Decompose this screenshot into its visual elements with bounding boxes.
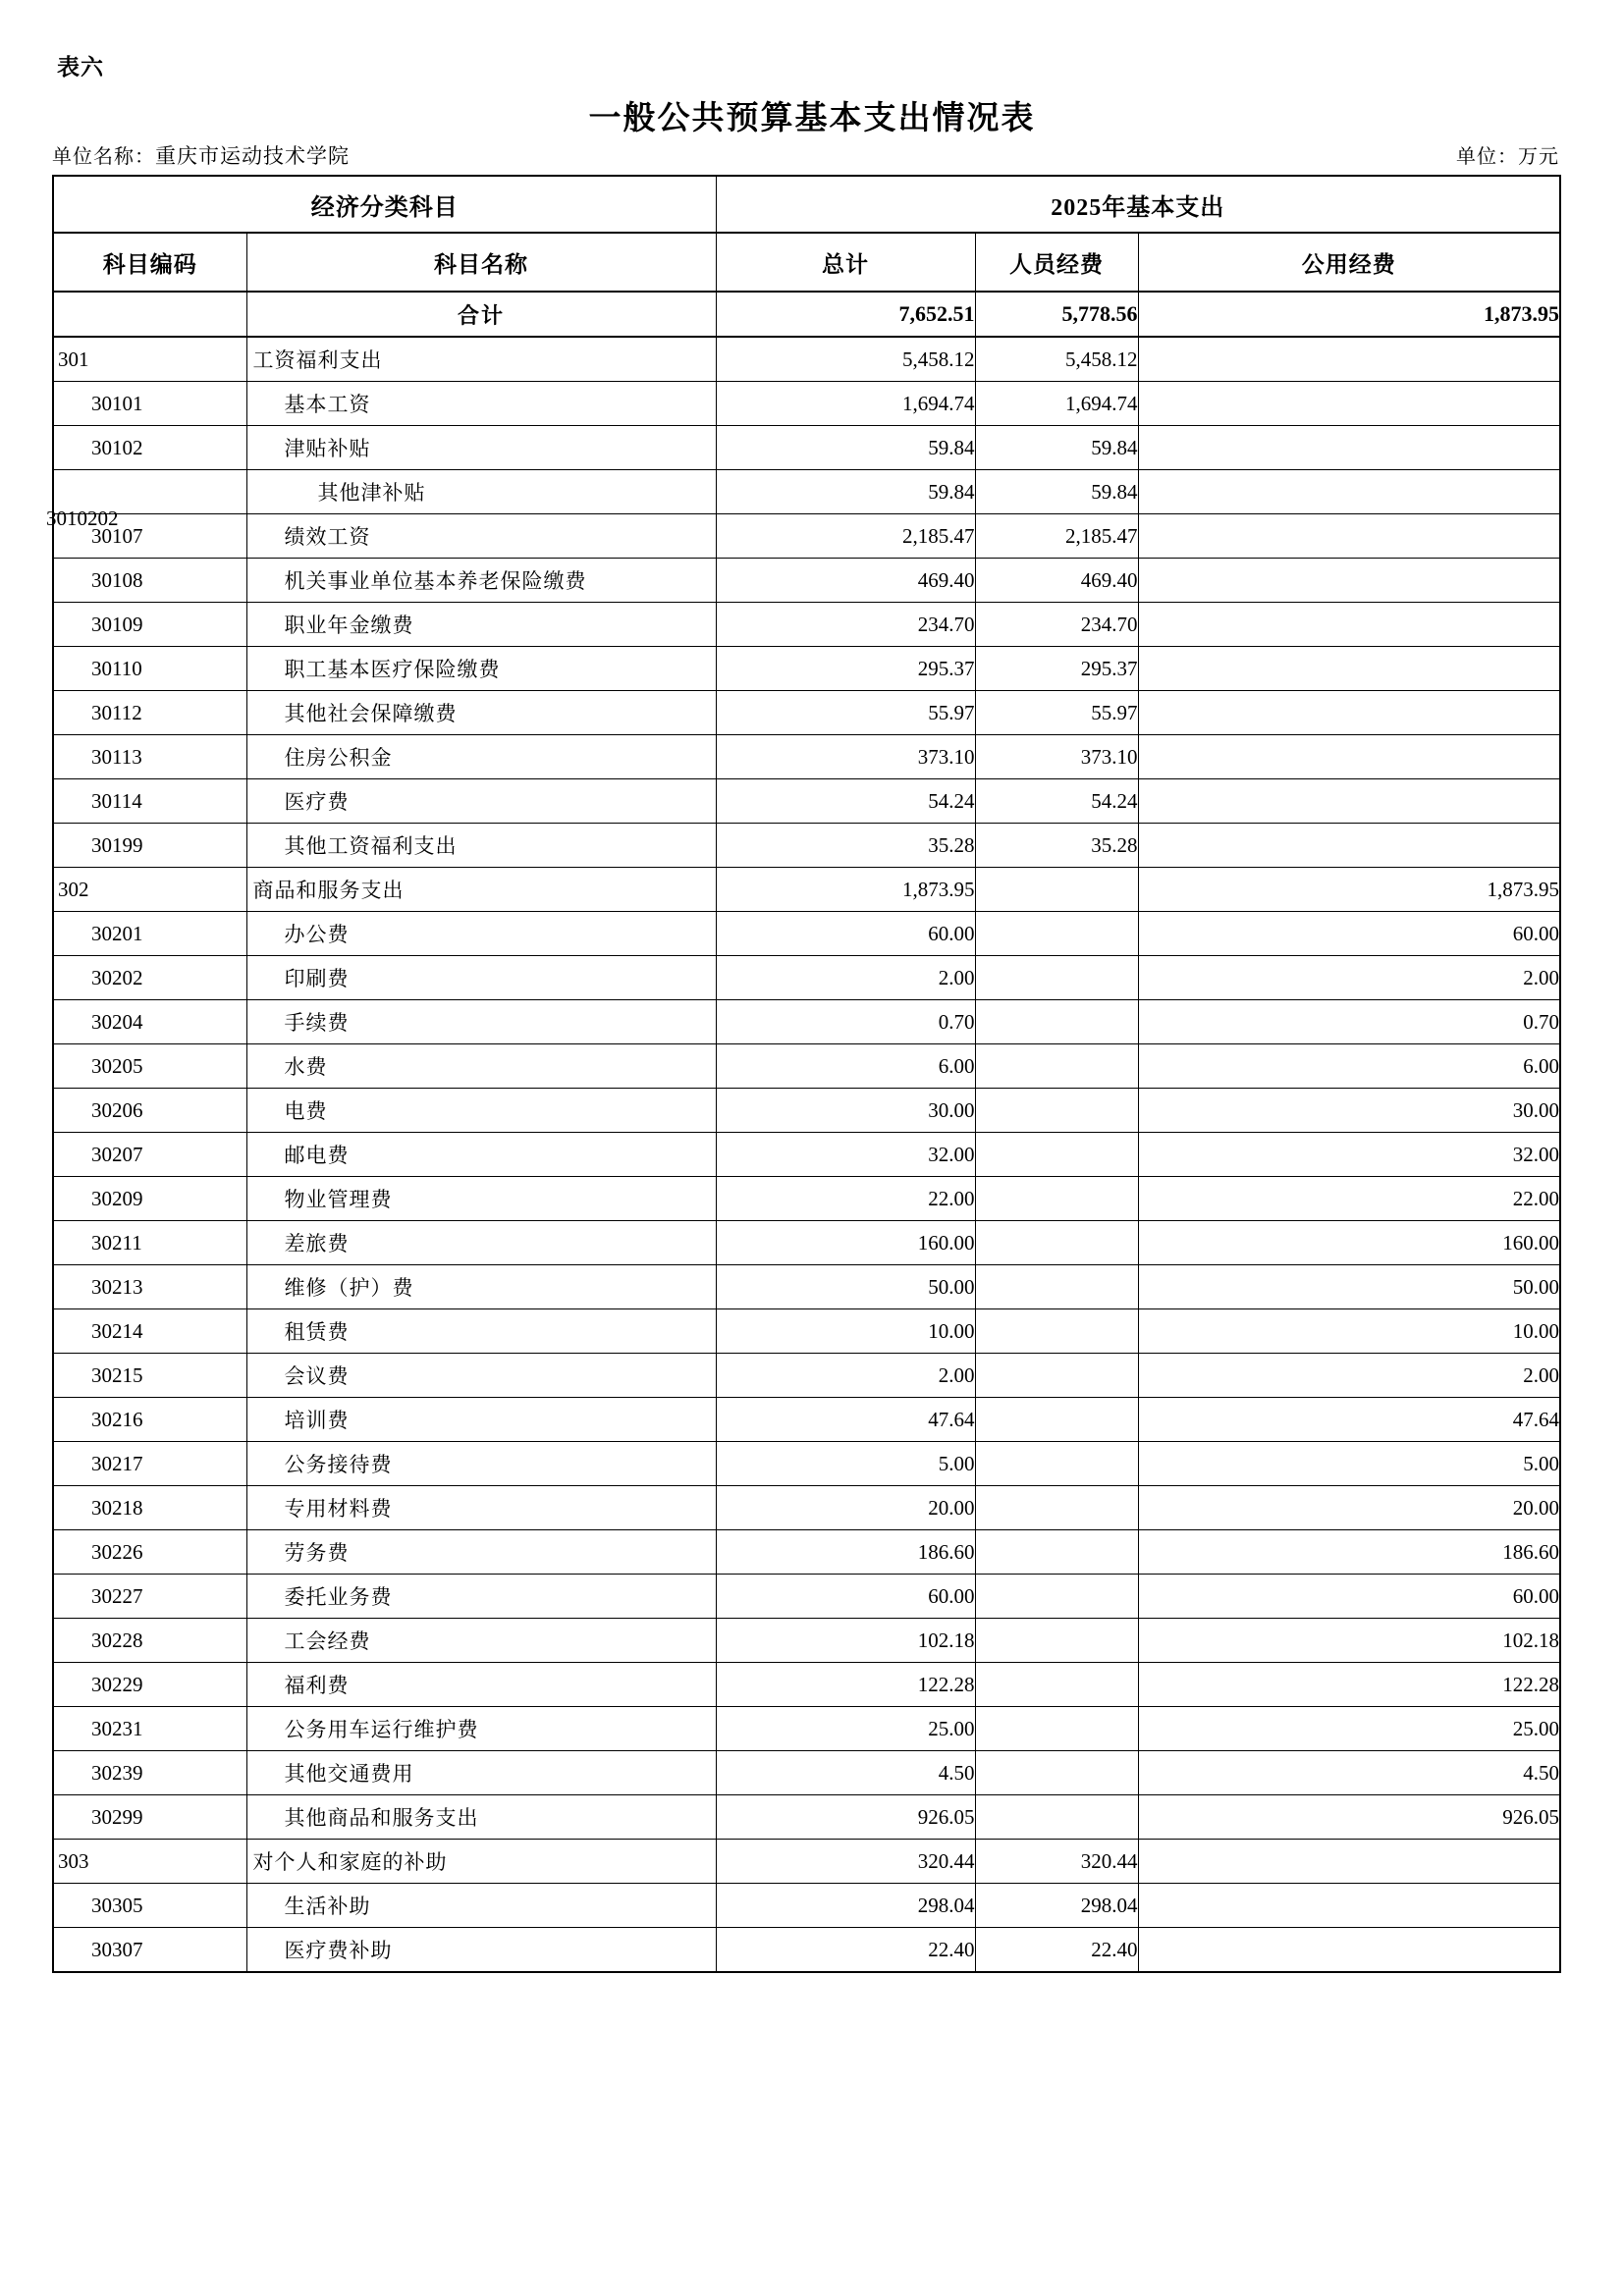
- row-total: 234.70: [716, 603, 975, 647]
- row-code: 30209: [53, 1177, 246, 1221]
- row-personnel: [975, 912, 1138, 956]
- row-public: [1138, 1840, 1560, 1884]
- table-row: [53, 1221, 1560, 1265]
- row-personnel: [975, 1000, 1138, 1044]
- row-personnel: 320.44: [975, 1840, 1138, 1884]
- row-name: 津贴补贴: [246, 426, 716, 470]
- row-code: 30101: [53, 382, 246, 426]
- row-code: 30231: [53, 1707, 246, 1751]
- row-public: 4.50: [1138, 1751, 1560, 1795]
- row-name: 手续费: [246, 1000, 716, 1044]
- row-total: 926.05: [716, 1795, 975, 1840]
- table-header-column-row: [53, 233, 1560, 292]
- table-row: [53, 912, 1560, 956]
- row-personnel: [975, 1707, 1138, 1751]
- row-personnel: 55.97: [975, 691, 1138, 735]
- row-name: 印刷费: [246, 956, 716, 1000]
- row-personnel: 469.40: [975, 559, 1138, 603]
- row-total: 10.00: [716, 1309, 975, 1354]
- table-row: [53, 1663, 1560, 1707]
- total-row-personnel: 5,778.56: [975, 292, 1138, 337]
- row-personnel: [975, 1575, 1138, 1619]
- row-name: 公务用车运行维护费: [246, 1707, 716, 1751]
- row-total: 22.40: [716, 1928, 975, 1973]
- row-name: 住房公积金: [246, 735, 716, 779]
- unit-name-label: 单位名称：: [52, 146, 155, 168]
- table-row: [53, 1044, 1560, 1089]
- table-row: [53, 1177, 1560, 1221]
- row-personnel: 295.37: [975, 647, 1138, 691]
- row-name: 专用材料费: [246, 1486, 716, 1530]
- row-personnel: [975, 1133, 1138, 1177]
- row-name: 职工基本医疗保险缴费: [246, 647, 716, 691]
- row-public: 30.00: [1138, 1089, 1560, 1133]
- table-body: [46, 292, 1560, 1972]
- row-personnel: [975, 1309, 1138, 1354]
- row-total: 1,873.95: [716, 868, 975, 912]
- row-code: 30228: [53, 1619, 246, 1663]
- table-row: [53, 1751, 1560, 1795]
- table-row: [53, 1575, 1560, 1619]
- row-name: 劳务费: [246, 1530, 716, 1575]
- row-personnel: [975, 1751, 1138, 1795]
- row-code: 30113: [53, 735, 246, 779]
- row-code: 30211: [53, 1221, 246, 1265]
- row-code-text: 3010202: [46, 507, 119, 530]
- row-name: 福利费: [246, 1663, 716, 1707]
- row-total: 60.00: [716, 1575, 975, 1619]
- row-personnel: 1,694.74: [975, 382, 1138, 426]
- table-row: [53, 691, 1560, 735]
- table-row: [53, 1884, 1560, 1928]
- row-public: [1138, 647, 1560, 691]
- column-header-personnel: 人员经费: [975, 233, 1138, 292]
- row-public: 0.70: [1138, 1000, 1560, 1044]
- row-name: 工会经费: [246, 1619, 716, 1663]
- total-row-code: [53, 292, 246, 337]
- row-personnel: [975, 1530, 1138, 1575]
- row-name: 邮电费: [246, 1133, 716, 1177]
- row-code: 30107: [53, 514, 246, 559]
- row-personnel: 22.40: [975, 1928, 1138, 1973]
- table-row: [53, 426, 1560, 470]
- header-economic-classification: 经济分类科目: [53, 176, 716, 233]
- row-public: 60.00: [1138, 912, 1560, 956]
- budget-table-container: [46, 175, 1559, 1973]
- table-row: [53, 956, 1560, 1000]
- table-total-row: [53, 292, 1560, 337]
- row-public: [1138, 1884, 1560, 1928]
- meta-row: [52, 140, 1559, 170]
- row-public: 5.00: [1138, 1442, 1560, 1486]
- row-code: 30215: [53, 1354, 246, 1398]
- row-code: 30229: [53, 1663, 246, 1707]
- table-row: [53, 382, 1560, 426]
- row-total: 25.00: [716, 1707, 975, 1751]
- row-code: 30202: [53, 956, 246, 1000]
- row-public: [1138, 337, 1560, 382]
- row-name: 租赁费: [246, 1309, 716, 1354]
- unit-name-line: [52, 140, 350, 170]
- table-row: [53, 1398, 1560, 1442]
- row-name: 绩效工资: [246, 514, 716, 559]
- row-name: 办公费: [246, 912, 716, 956]
- row-total: 298.04: [716, 1884, 975, 1928]
- row-personnel: [975, 1486, 1138, 1530]
- row-public: [1138, 603, 1560, 647]
- row-code: 30201: [53, 912, 246, 956]
- row-total: 32.00: [716, 1133, 975, 1177]
- row-personnel: [975, 1442, 1138, 1486]
- table-row: [53, 1840, 1560, 1884]
- row-code: 30216: [53, 1398, 246, 1442]
- row-public: 10.00: [1138, 1309, 1560, 1354]
- row-public: 50.00: [1138, 1265, 1560, 1309]
- total-row-total: 7,652.51: [716, 292, 975, 337]
- row-personnel: 234.70: [975, 603, 1138, 647]
- row-public: 22.00: [1138, 1177, 1560, 1221]
- row-total: 320.44: [716, 1840, 975, 1884]
- table-row: [53, 470, 1560, 514]
- table-row: [53, 1089, 1560, 1133]
- table-row: [53, 1354, 1560, 1398]
- row-total: 5.00: [716, 1442, 975, 1486]
- row-code: 30108: [53, 559, 246, 603]
- column-header-name: 科目名称: [246, 233, 716, 292]
- row-public: 25.00: [1138, 1707, 1560, 1751]
- row-personnel: [975, 1619, 1138, 1663]
- table-row: [53, 1530, 1560, 1575]
- row-name: 差旅费: [246, 1221, 716, 1265]
- row-personnel: 59.84: [975, 426, 1138, 470]
- row-public: 1,873.95: [1138, 868, 1560, 912]
- row-name: 其他社会保障缴费: [246, 691, 716, 735]
- row-code: 30218: [53, 1486, 246, 1530]
- row-total: 1,694.74: [716, 382, 975, 426]
- row-name: 电费: [246, 1089, 716, 1133]
- row-name: 其他津补贴: [246, 470, 716, 514]
- row-personnel: [975, 1089, 1138, 1133]
- row-code: 30213: [53, 1265, 246, 1309]
- row-total: 22.00: [716, 1177, 975, 1221]
- row-code: 30102: [53, 426, 246, 470]
- table-row: [53, 559, 1560, 603]
- row-public: 20.00: [1138, 1486, 1560, 1530]
- row-total: 295.37: [716, 647, 975, 691]
- table-row: [53, 647, 1560, 691]
- table-row: [53, 514, 1560, 559]
- row-public: 6.00: [1138, 1044, 1560, 1089]
- row-code: 30199: [53, 824, 246, 868]
- row-personnel: [975, 1398, 1138, 1442]
- row-total: 60.00: [716, 912, 975, 956]
- table-row: [53, 603, 1560, 647]
- row-public: 186.60: [1138, 1530, 1560, 1575]
- row-public: 102.18: [1138, 1619, 1560, 1663]
- amount-unit-label: 单位：万元: [1456, 146, 1559, 168]
- table-row: [53, 1133, 1560, 1177]
- row-public: 47.64: [1138, 1398, 1560, 1442]
- table-header-group-row: [53, 176, 1560, 233]
- row-name: 工资福利支出: [246, 337, 716, 382]
- table-row: [53, 1265, 1560, 1309]
- row-code: 30205: [53, 1044, 246, 1089]
- row-name: 培训费: [246, 1398, 716, 1442]
- row-name: 公务接待费: [246, 1442, 716, 1486]
- row-public: [1138, 824, 1560, 868]
- row-code: 30214: [53, 1309, 246, 1354]
- row-total: 55.97: [716, 691, 975, 735]
- row-code: 30307: [53, 1928, 246, 1973]
- sheet-number: 表六: [57, 55, 104, 80]
- row-public: [1138, 779, 1560, 824]
- total-row-label: 合计: [246, 292, 716, 337]
- header-year-basic-expenditure: 2025年基本支出: [716, 176, 1560, 233]
- row-personnel: 5,458.12: [975, 337, 1138, 382]
- row-code: 30110: [53, 647, 246, 691]
- row-code: 30226: [53, 1530, 246, 1575]
- row-public: [1138, 514, 1560, 559]
- row-code: 30305: [53, 1884, 246, 1928]
- table-row: [53, 1309, 1560, 1354]
- row-public: 2.00: [1138, 1354, 1560, 1398]
- row-personnel: 2,185.47: [975, 514, 1138, 559]
- row-code: 30206: [53, 1089, 246, 1133]
- row-personnel: 35.28: [975, 824, 1138, 868]
- row-public: [1138, 735, 1560, 779]
- row-total: 35.28: [716, 824, 975, 868]
- row-personnel: 54.24: [975, 779, 1138, 824]
- table-row: [53, 1442, 1560, 1486]
- table-row: [53, 1707, 1560, 1751]
- row-name: 其他工资福利支出: [246, 824, 716, 868]
- row-public: [1138, 691, 1560, 735]
- row-public: 2.00: [1138, 956, 1560, 1000]
- row-code: 30239: [53, 1751, 246, 1795]
- row-personnel: [975, 1177, 1138, 1221]
- row-code: 30112: [53, 691, 246, 735]
- row-personnel: [975, 1354, 1138, 1398]
- row-public: [1138, 470, 1560, 514]
- table-row: [53, 868, 1560, 912]
- row-code: 30217: [53, 1442, 246, 1486]
- row-public: [1138, 559, 1560, 603]
- row-total: 47.64: [716, 1398, 975, 1442]
- row-total: 30.00: [716, 1089, 975, 1133]
- row-name: 基本工资: [246, 382, 716, 426]
- table-row: [53, 1000, 1560, 1044]
- row-code: [46, 470, 246, 530]
- row-personnel: 59.84: [975, 470, 1138, 514]
- row-total: 2.00: [716, 956, 975, 1000]
- table-row: [53, 337, 1560, 382]
- row-public: 60.00: [1138, 1575, 1560, 1619]
- row-code: 303: [53, 1840, 246, 1884]
- row-total: 122.28: [716, 1663, 975, 1707]
- row-code: 30207: [53, 1133, 246, 1177]
- table-row: [53, 1795, 1560, 1840]
- budget-table: [46, 175, 1561, 1973]
- row-personnel: 298.04: [975, 1884, 1138, 1928]
- row-total: 0.70: [716, 1000, 975, 1044]
- row-public: 32.00: [1138, 1133, 1560, 1177]
- unit-name-value: 重庆市运动技术学院: [155, 144, 350, 168]
- table-row: [53, 735, 1560, 779]
- column-header-public: 公用经费: [1138, 233, 1560, 292]
- row-total: 102.18: [716, 1619, 975, 1663]
- row-total: 2,185.47: [716, 514, 975, 559]
- row-name: 委托业务费: [246, 1575, 716, 1619]
- row-total: 5,458.12: [716, 337, 975, 382]
- row-total: 54.24: [716, 779, 975, 824]
- row-name: 机关事业单位基本养老保险缴费: [246, 559, 716, 603]
- page-title: 一般公共预算基本支出情况表: [588, 101, 1036, 136]
- row-public: 160.00: [1138, 1221, 1560, 1265]
- row-name: 职业年金缴费: [246, 603, 716, 647]
- row-personnel: 373.10: [975, 735, 1138, 779]
- row-public: 122.28: [1138, 1663, 1560, 1707]
- row-total: 50.00: [716, 1265, 975, 1309]
- table-row: [53, 1928, 1560, 1973]
- row-personnel: [975, 1795, 1138, 1840]
- row-code: 301: [53, 337, 246, 382]
- row-name: 医疗费: [246, 779, 716, 824]
- row-code: 30227: [53, 1575, 246, 1619]
- table-header: [53, 176, 1560, 292]
- row-personnel: [975, 1044, 1138, 1089]
- row-total: 6.00: [716, 1044, 975, 1089]
- table-row: [53, 1486, 1560, 1530]
- row-personnel: [975, 868, 1138, 912]
- row-public: [1138, 382, 1560, 426]
- row-total: 20.00: [716, 1486, 975, 1530]
- row-total: 186.60: [716, 1530, 975, 1575]
- row-name: 水费: [246, 1044, 716, 1089]
- row-name: 商品和服务支出: [246, 868, 716, 912]
- row-total: 59.84: [716, 426, 975, 470]
- row-code: 302: [53, 868, 246, 912]
- row-personnel: [975, 956, 1138, 1000]
- row-public: [1138, 426, 1560, 470]
- row-name: 生活补助: [246, 1884, 716, 1928]
- row-code: 30114: [53, 779, 246, 824]
- row-personnel: [975, 1221, 1138, 1265]
- row-public: 926.05: [1138, 1795, 1560, 1840]
- row-total: 2.00: [716, 1354, 975, 1398]
- table-row: [53, 779, 1560, 824]
- row-name: 医疗费补助: [246, 1928, 716, 1973]
- row-code: 30204: [53, 1000, 246, 1044]
- row-name: 维修（护）费: [246, 1265, 716, 1309]
- table-row: [53, 824, 1560, 868]
- column-header-total: 总计: [716, 233, 975, 292]
- row-code: 30299: [53, 1795, 246, 1840]
- row-code: 30109: [53, 603, 246, 647]
- row-total: 373.10: [716, 735, 975, 779]
- table-row: [53, 1619, 1560, 1663]
- row-public: [1138, 1928, 1560, 1973]
- row-total: 160.00: [716, 1221, 975, 1265]
- column-header-code: 科目编码: [53, 233, 246, 292]
- row-name: 会议费: [246, 1354, 716, 1398]
- row-personnel: [975, 1265, 1138, 1309]
- row-total: 59.84: [716, 470, 975, 514]
- row-total: 469.40: [716, 559, 975, 603]
- row-name: 其他交通费用: [246, 1751, 716, 1795]
- row-name: 物业管理费: [246, 1177, 716, 1221]
- row-personnel: [975, 1663, 1138, 1707]
- row-total: 4.50: [716, 1751, 975, 1795]
- total-row-public: 1,873.95: [1138, 292, 1560, 337]
- row-name: 其他商品和服务支出: [246, 1795, 716, 1840]
- row-name: 对个人和家庭的补助: [246, 1840, 716, 1884]
